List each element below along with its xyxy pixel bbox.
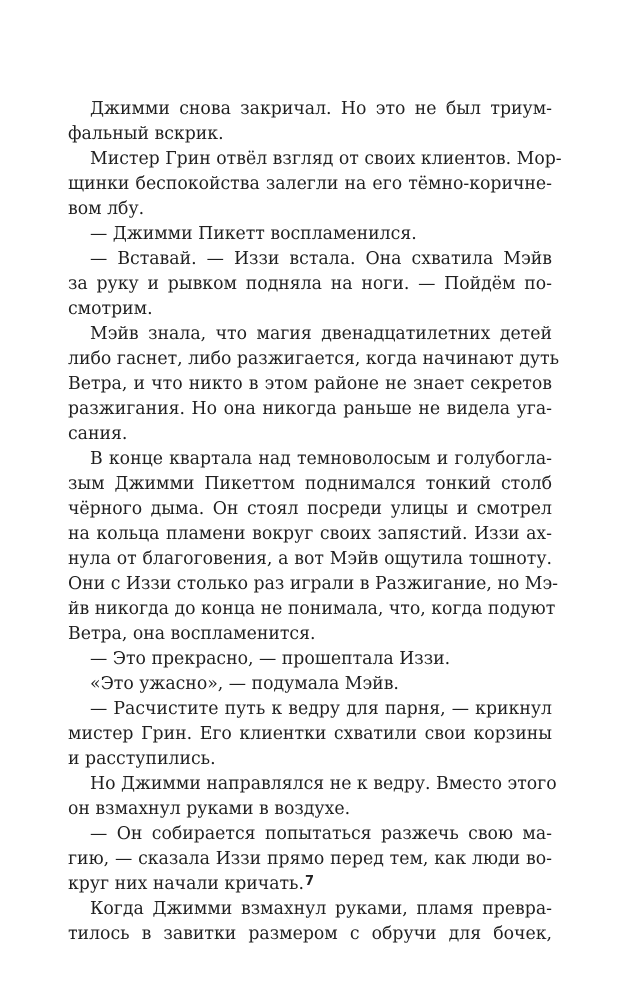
- text-line: зым Джимми Пикеттом поднимался тонкий столб: [68, 474, 552, 494]
- paragraph: [68, 447, 558, 647]
- text-line: «Это ужасно», — подумала Мэйв.: [90, 674, 399, 694]
- text-line: тилось в завитки размером с обручи для бочек,: [68, 924, 552, 944]
- paragraph: [68, 322, 559, 447]
- body-text: [68, 97, 562, 947]
- text-line: Когда Джимми взмахнул руками, пламя превра-: [90, 899, 552, 919]
- text-line: Джимми снова закричал. Но это не был триум-: [90, 99, 552, 119]
- paragraph: [68, 697, 552, 772]
- text-line: за руку и рывком подняла на ноги. — Пойдём по-: [68, 274, 552, 294]
- text-line: — Вставай. — Иззи встала. Она схватила Мэйв: [90, 249, 552, 269]
- paragraph: [68, 247, 552, 322]
- text-line: чёрного дыма. Он стоял посреди улицы и смотрел: [68, 499, 552, 519]
- text-line: круг них начали кричать.: [68, 874, 304, 894]
- paragraph: [68, 897, 552, 947]
- text-line: сания.: [68, 424, 128, 444]
- text-line: Они с Иззи столько раз играли в Разжигание, но Мэ-: [68, 574, 558, 594]
- text-line: смотрим.: [68, 299, 153, 319]
- text-line: он взмахнул руками в воздухе.: [68, 799, 351, 819]
- text-line: — Он собирается попытаться разжечь свою ма-: [90, 824, 552, 844]
- paragraph: [68, 97, 552, 147]
- text-line: В конце квартала над темноволосым и голубогла-: [90, 449, 552, 469]
- page-number: 7: [304, 874, 315, 889]
- text-line: йв никогда до конца не понимала, что, когда подуют: [68, 599, 556, 619]
- text-line: Но Джимми направлялся не к ведру. Вместо этого: [90, 774, 557, 794]
- text-line: мистер Грин. Его клиентки схватили свои корзины: [68, 724, 552, 744]
- paragraph: [68, 672, 552, 697]
- text-line: фальный вскрик.: [68, 124, 224, 144]
- text-line: Ветра, она воспламенится.: [68, 624, 316, 644]
- text-line: вом лбу.: [68, 199, 145, 219]
- paragraph: [68, 647, 552, 672]
- text-line: — Это прекрасно, — прошептала Иззи.: [90, 649, 451, 669]
- text-line: Ветра, и что никто в этом районе не знает секретов: [68, 374, 552, 394]
- paragraph: [68, 147, 562, 222]
- text-line: разжигания. Но она никогда раньше не видела уга-: [68, 399, 552, 419]
- text-line: либо гаснет, либо разжигается, когда начинают дуть: [68, 349, 559, 369]
- text-line: на кольца пламени вокруг своих запястий. Иззи ах-: [68, 524, 552, 544]
- paragraph: [68, 772, 557, 822]
- paragraph: [68, 222, 552, 247]
- text-line: — Расчистите путь к ведру для парня, — крикнул: [90, 699, 552, 719]
- text-line: гию, — сказала Иззи прямо перед тем, как люди во-: [68, 849, 552, 869]
- text-line: нула от благоговения, а вот Мэйв ощутила тошноту.: [68, 549, 552, 569]
- text-line: щинки беспокойства залегли на его тёмно-коричне-: [68, 174, 552, 194]
- text-line: — Джимми Пикетт воспламенился.: [90, 224, 417, 244]
- text-line: и расступились.: [68, 749, 216, 769]
- text-line: Мэйв знала, что магия двенадцатилетних детей: [90, 324, 552, 344]
- text-line: Мистер Грин отвёл взгляд от своих клиентов. Мор-: [90, 149, 562, 169]
